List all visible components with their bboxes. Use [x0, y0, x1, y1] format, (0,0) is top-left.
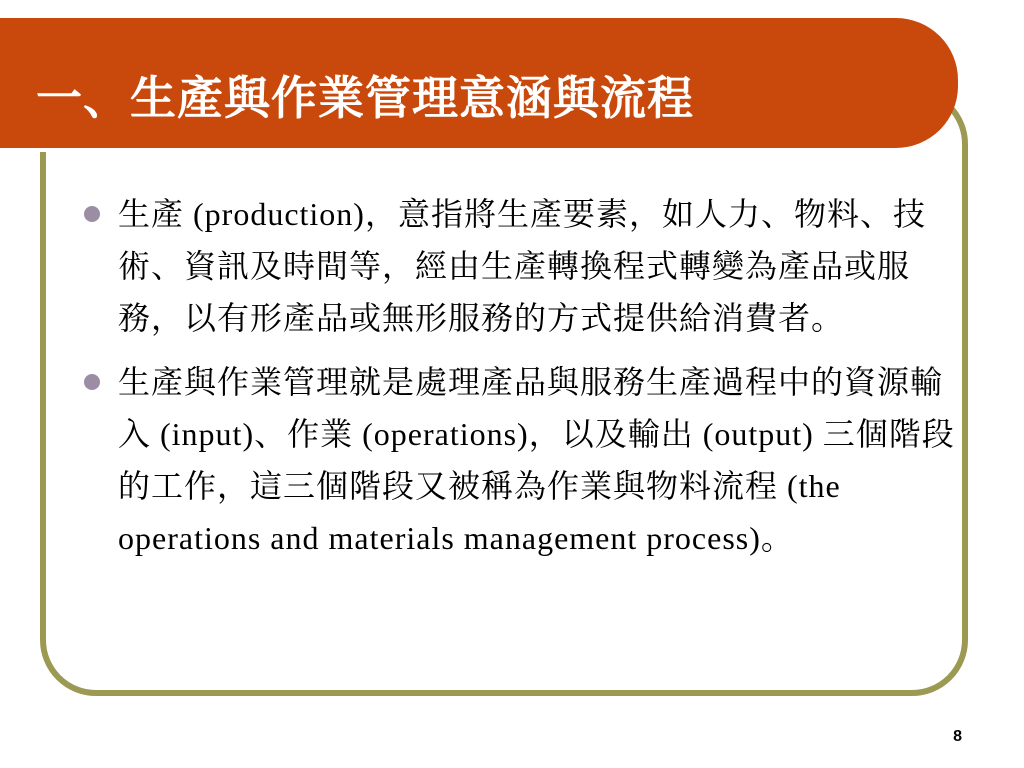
title-bar [0, 18, 958, 148]
bullet-text: 生產與作業管理就是處理產品與服務生產過程中的資源輸入 (input)、作業 (operations)，以及輸出 (output) 三個階段的工作，這三個階段又被稱為作業與物料流程 (the operations and materials management process)。 [118, 364, 955, 556]
bullet-dot-icon [84, 374, 100, 390]
bullet-list [82, 188, 962, 576]
title-underline [0, 148, 906, 152]
slide-title: 一、生產與作業管理意涵與流程 [36, 71, 694, 125]
page-number: 8 [953, 728, 962, 745]
bullet-dot-icon [84, 206, 100, 222]
bullet-text: 生產 (production)，意指將生產要素，如人力、物料、技術、資訊及時間等，經由生產轉換程式轉變為產品或服務，以有形產品或無形服務的方式提供給消費者。 [118, 196, 926, 336]
bullet-item [82, 356, 962, 564]
bullet-item [82, 188, 962, 344]
